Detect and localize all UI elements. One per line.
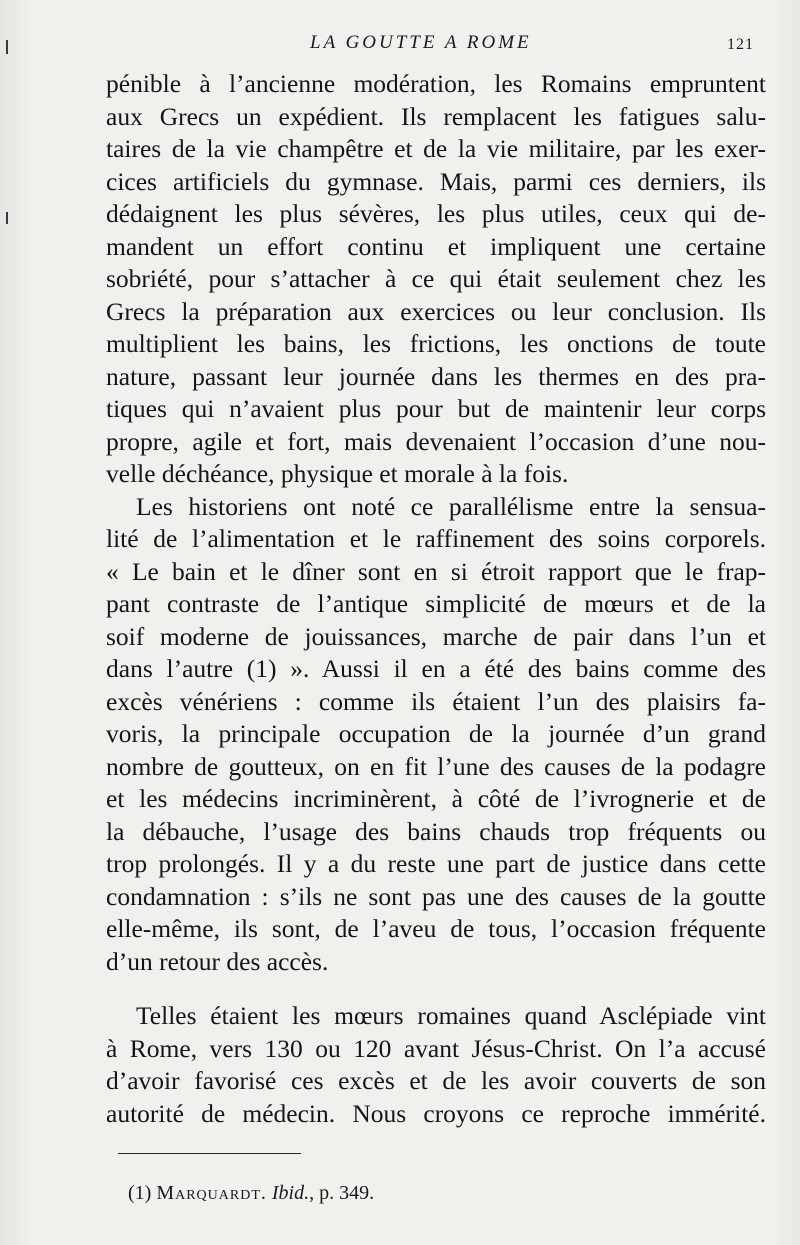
text-line: tiques qui n’avaient plus pour but de maintenir leur corps: [106, 394, 766, 423]
text-line: sobriété, pour s’attacher à ce qui était seulement chez les: [106, 264, 766, 293]
text-line: pant contraste de l’antique simplicité de mœurs et de la: [106, 589, 766, 618]
text-line: « Le bain et le dîner sont en si étroit rapport que le frap-: [106, 556, 766, 586]
paragraph-1: [106, 68, 766, 491]
text-line: pénible à l’ancienne modération, les Romains empruntent: [106, 69, 766, 98]
body-text: [106, 68, 766, 1130]
footnote: [128, 1182, 374, 1205]
text-line: voris, la principale occupation de la journée d’un grand: [106, 719, 766, 748]
text-line: excès vénériens : comme ils étaient l’un des plaisirs fa-: [106, 686, 766, 716]
text-line: elle-même, ils sont, de l’aveu de tous, l’occasion fréquente: [106, 914, 766, 943]
page-number: 121: [727, 36, 754, 53]
text-line: nature, passant leur journée dans les thermes en des pra-: [106, 361, 766, 391]
footnote-page-ref: , p. 349.: [309, 1182, 375, 1204]
text-line: autorité de médecin. Nous croyons ce reproche immérité.: [106, 1098, 766, 1128]
text-line: à Rome, vers 130 ou 120 avant Jésus-Christ. On l’a accusé: [106, 1033, 766, 1063]
footnote-ibid: Ibid.: [271, 1182, 310, 1204]
text-line: et les médecins incriminèrent, à côté de l’ivrognerie et de: [106, 784, 766, 813]
text-line: dédaignent les plus sévères, les plus utiles, ceux qui de-: [106, 199, 766, 228]
margin-mark: [6, 212, 8, 224]
text-line: la débauche, l’usage des bains chauds trop fréquents ou: [106, 816, 766, 846]
text-line: lité de l’alimentation et le raffinement des soins corporels.: [106, 524, 766, 553]
text-line: Les historiens ont noté ce parallélisme entre la sensua-: [136, 491, 766, 521]
footnote-marker: (1): [128, 1182, 152, 1204]
text-line: condamnation : s’ils ne sont pas une des causes de la goutte: [106, 881, 766, 911]
text-line: aux Grecs un expédient. Ils remplacent les fatigues salu-: [106, 101, 766, 131]
text-line: cices artificiels du gymnase. Mais, parmi ces derniers, ils: [106, 166, 766, 196]
text-line: multiplient les bains, les frictions, les onctions de toute: [106, 329, 766, 358]
paragraph-2: [106, 491, 766, 979]
footnote-author: Marquardt.: [156, 1182, 267, 1204]
paragraph-3: [106, 1000, 766, 1130]
text-line: soif moderne de jouissances, marche de pair dans l’un et: [106, 621, 766, 651]
running-head: [0, 32, 800, 62]
text-line: velle déchéance, physique et morale à la fois.: [106, 459, 569, 488]
text-line: Grecs la préparation aux exercices ou leur conclusion. Ils: [106, 296, 766, 326]
text-line: d’avoir favorisé ces excès et de les avoir couverts de son: [106, 1066, 766, 1095]
paragraph-gap: [106, 978, 766, 1000]
text-line: taires de la vie champêtre et de la vie militaire, par les exer-: [106, 134, 766, 163]
text-line: Telles étaient les mœurs romaines quand Asclépiade vint: [136, 1001, 766, 1030]
text-line: dans l’autre (1) ». Aussi il en a été des bains comme des: [106, 654, 766, 683]
running-title: LA GOUTTE A ROME: [310, 32, 532, 53]
text-line: trop prolongés. Il y a du reste une part de justice dans cette: [106, 849, 766, 878]
footnote-rule: [118, 1153, 301, 1154]
text-line: nombre de goutteux, on en fit l’une des causes de la podagre: [106, 751, 766, 781]
text-line: mandent un effort continu et impliquent une certaine: [106, 231, 766, 261]
text-line: propre, agile et fort, mais devenaient l’occasion d’une nou-: [106, 426, 766, 456]
text-line: d’un retour des accès.: [106, 946, 329, 976]
